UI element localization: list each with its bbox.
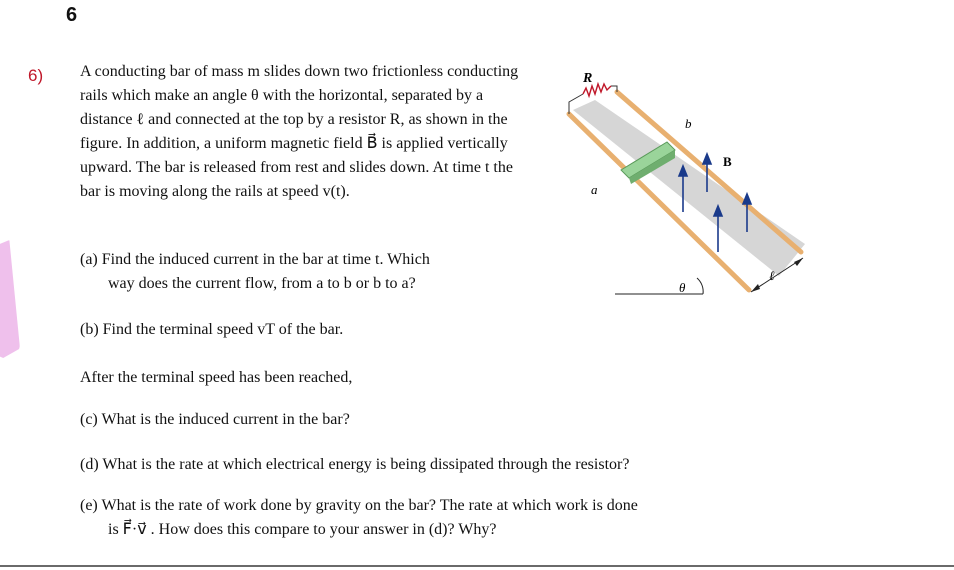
label-ell: ℓ: [769, 268, 775, 283]
after-terminal-text: After the terminal speed has been reached,: [80, 369, 353, 386]
question-a-line1: (a) Find the induced current in the bar at time t. Which: [80, 251, 430, 268]
question-a-line2: way does the current flow, from a to b or b to a?: [108, 275, 416, 292]
angle-arc: [697, 278, 703, 294]
label-b: b: [685, 116, 692, 131]
bottom-rule: [0, 565, 954, 567]
problem-statement: A conducting bar of mass m slides down two frictionless conducting rails which make an angle θ with the horizontal, separated by a distance ℓ and connected at the top by a resistor R, as shown in the figure. In addition, a uniform magnetic field B⃗ is applied vertically upward. The bar is released from rest and slides down. At time t the bar is moving along the rails at speed v(t).: [80, 63, 519, 200]
problem-number: 6): [28, 66, 44, 85]
label-theta: θ: [679, 280, 686, 295]
question-e-line2: is F⃗·v⃗ . How does this compare to your answer in (d)? Why?: [108, 521, 497, 538]
question-e: [80, 494, 770, 542]
ell-arrowhead-lower: [751, 284, 760, 292]
question-a: [80, 248, 530, 296]
ell-arrowhead-upper: [794, 258, 803, 266]
inclined-rails-figure: [555, 62, 815, 302]
question-c: (c) What is the induced current in the bar?: [80, 411, 350, 428]
label-R: R: [583, 71, 593, 86]
page-number: 6: [66, 4, 78, 26]
highlight-mark: [0, 240, 20, 358]
label-B: B⃗: [723, 154, 742, 169]
label-a: a: [591, 182, 598, 197]
question-b: (b) Find the terminal speed vT of the bar.: [80, 321, 344, 338]
question-e-line1: (e) What is the rate of work done by gravity on the bar? The rate at which work is done: [80, 497, 638, 514]
question-d: (d) What is the rate at which electrical energy is being dissipated through the resistor?: [80, 456, 630, 473]
